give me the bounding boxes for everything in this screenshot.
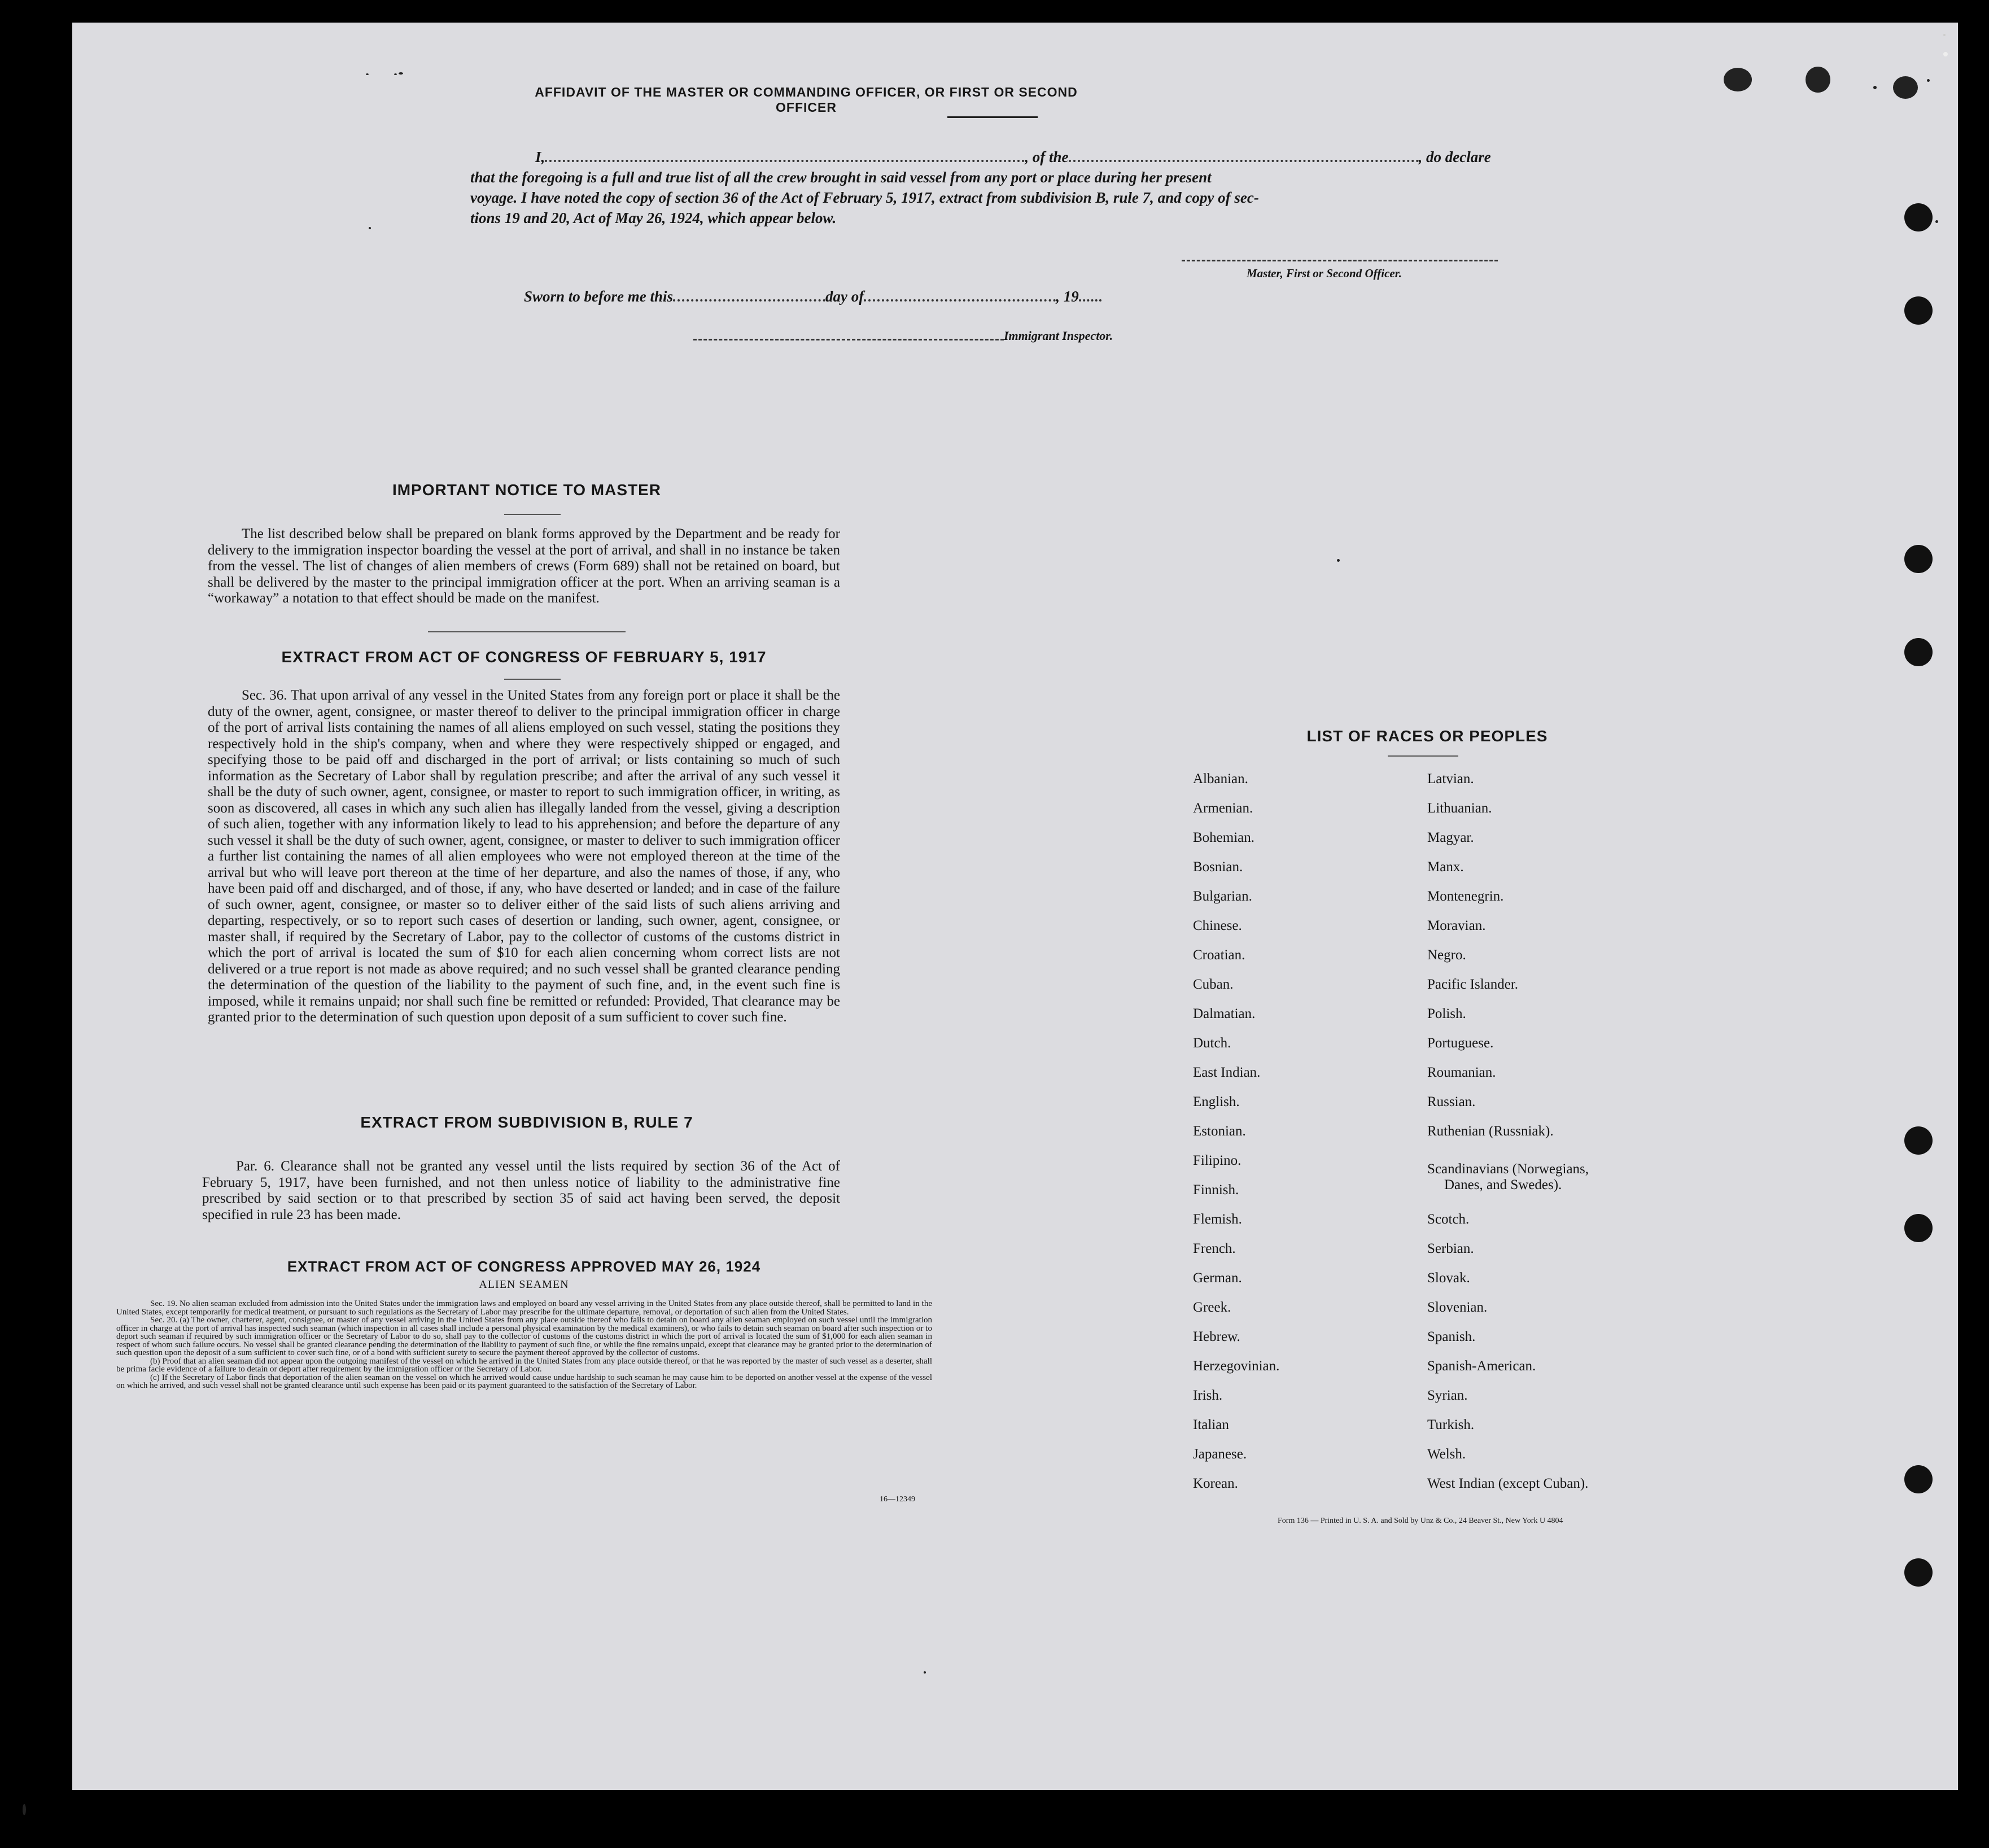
speck-icon	[1943, 34, 1946, 36]
document-page	[72, 23, 1958, 1790]
race-item: Greek.	[1193, 1300, 1231, 1315]
race-item: Slovenian.	[1427, 1300, 1488, 1315]
speck-icon	[23, 1804, 26, 1815]
sworn-label: Sworn to before me this	[524, 288, 674, 305]
speck-icon	[399, 72, 403, 75]
inspector-signature-line[interactable]	[693, 339, 1004, 342]
vessel-blank[interactable]	[1069, 150, 1419, 162]
punch-hole-icon	[1904, 203, 1933, 231]
act1924-sec19: Sec. 19. No alien seaman excluded from admission into the United States under the immigration laws and employed on board any vessel arriving in the United States from any place outside thereof, shall be permitted to land in the United States, except temporarily for medical treatment, or pursuant to such regulations as the Secretary of Labor may prescribe for the ultimate departure, removal, or deportation of such alien from the United States.	[116, 1299, 932, 1317]
race-item: Estonian.	[1193, 1124, 1246, 1139]
race-item: Dalmatian.	[1193, 1006, 1256, 1021]
race-item: Dutch.	[1193, 1036, 1231, 1051]
race-item: Pacific Islander.	[1427, 977, 1519, 992]
officer-label: Master, First or Second Officer.	[1247, 267, 1402, 280]
speck-icon	[1927, 79, 1930, 82]
race-item: Manx.	[1427, 859, 1464, 875]
act1917-title: EXTRACT FROM ACT OF CONGRESS OF FEBRUARY 5, 1917	[281, 648, 767, 666]
printer-imprint: Form 136 — Printed in U. S. A. and Sold by Unz & Co., 24 Beaver St., New York U 4804	[1278, 1517, 1563, 1525]
race-item: Polish.	[1427, 1006, 1466, 1021]
affidavit-line-3: voyage. I have noted the copy of section 36 of the Act of February 5, 1917, extract from subdivision B, rule 7, and copy of sec-	[470, 189, 1259, 206]
race-item: Hebrew.	[1193, 1329, 1240, 1344]
race-item: West Indian (except Cuban).	[1427, 1476, 1589, 1491]
punch-hole-icon	[1904, 545, 1933, 573]
race-item: Danes, and Swedes).	[1444, 1177, 1562, 1192]
notice-rule	[504, 514, 561, 515]
notice-divider	[428, 631, 626, 632]
affidavit-line-2: that the foregoing is a full and true list of all the crew brought in said vessel from any port or place during her present	[470, 169, 1212, 186]
officer-signature-line[interactable]	[1182, 260, 1498, 263]
race-item: Bohemian.	[1193, 830, 1255, 845]
speck-icon	[924, 1671, 926, 1674]
sworn-day-blank[interactable]	[673, 289, 825, 302]
act1924-sec20b: (b) Proof that an alien seaman did not appear upon the outgoing manifest of the vessel on which he arrived in the United States from any place outside thereof, or that he was reported by the master of such vessel as a deserter, shall be prima facie evidence of a failure to detain or deport after requirement by the immigration officer or the Secretary of Labor.	[116, 1356, 932, 1374]
sworn-year-blank[interactable]	[1079, 289, 1101, 302]
race-item: Portuguese.	[1427, 1036, 1494, 1051]
race-item: Chinese.	[1193, 918, 1242, 933]
race-item: Serbian.	[1427, 1241, 1474, 1256]
affidavit-declare-label: , do declare	[1418, 148, 1491, 165]
race-item: Bosnian.	[1193, 859, 1243, 875]
speck-icon	[1873, 86, 1877, 89]
notice-title: IMPORTANT NOTICE TO MASTER	[392, 481, 662, 499]
race-item: Russian.	[1427, 1094, 1476, 1109]
day-of-label: day of	[825, 288, 864, 305]
sworn-month-blank[interactable]	[864, 289, 1056, 302]
race-item: Cuban.	[1193, 977, 1234, 992]
race-item: Croatian.	[1193, 947, 1245, 963]
speck-icon	[1935, 220, 1938, 223]
punch-hole-icon	[1904, 1214, 1933, 1242]
race-item: Slovak.	[1427, 1270, 1470, 1286]
speck-icon	[369, 227, 371, 229]
race-item: English.	[1193, 1094, 1240, 1109]
act1924-subtitle: ALIEN SEAMEN	[479, 1278, 569, 1291]
affidavit-title: AFFIDAVIT OF THE MASTER OR COMMANDING OFFICER, OR FIRST OR SECOND OFFICER	[535, 85, 1078, 115]
race-item: Korean.	[1193, 1476, 1238, 1491]
printer-code: 16—12349	[880, 1495, 915, 1504]
race-item: Herzegovinian.	[1193, 1358, 1280, 1374]
race-item: Lithuanian.	[1427, 801, 1492, 816]
rule7-title: EXTRACT FROM SUBDIVISION B, RULE 7	[360, 1113, 693, 1131]
act1924-sec20a: Sec. 20. (a) The owner, charterer, agent, consignee, or master of any vessel arriving in the United States from any place outside thereof who fails to detain on board any alien seaman employed on such vessel until the immigration officer in charge at the port of arrival has inspected such seaman (which inspection in all cases shall include a personal physical examination by the medical examiners), or who fails to detain such seaman on board after such inspection or to deport such seaman if required by such immigration officer or the Secretary of Labor to do so, shall pay to the collector of customs of the customs district in which the port of arrival is located the sum of $1,000 for each alien seaman in respect of whom such failure occurs. No vessel shall be granted clearance pending the determination of the liability to payment of such fine, or while the fine remains unpaid, except that clearance may be granted prior to the determination of such question upon the deposit of a sum sufficient to cover such fine, or of a bond with sufficient surety to secure the payment thereof approved by the collector of customs.	[116, 1316, 932, 1357]
race-item: Filipino.	[1193, 1153, 1242, 1168]
affidavit-line-4: tions 19 and 20, Act of May 26, 1924, which appear below.	[470, 209, 837, 226]
race-item: Spanish.	[1427, 1329, 1476, 1344]
speck-icon	[1337, 559, 1340, 562]
races-rule	[1388, 755, 1458, 757]
act1917-body: Sec. 36. That upon arrival of any vessel in the United States from any foreign port or place it shall be the duty of the owner, agent, consignee, or master thereof to deliver to the principal immigration officer in charge of the port of arrival lists containing the names of all aliens employed on such vessel, stating the positions they respectively hold in the ship's company, when and where they were respectively shipped or engaged, and specifying those to be paid off and discharged in the port of arrival; or lists containing so much of such information as the Secretary of Labor shall by regulation prescribe; and after the arrival of any such vessel it shall be the duty of such owner, agent, consignee, or master to report to such immigration officer, in writing, as soon as discovered, all cases in which any such alien has illegally landed from the vessel, giving a description of such alien, together with any information likely to lead to his apprehension; and before the departure of any such vessel it shall be the duty of such owner, agent, consignee, or master to deliver to such immigration officer a further list containing the names of all alien employees who were not employed thereon at the time of the arrival but who will leave port thereon at the time of her departure, and also the names of those, if any, who have been paid off and discharged, and of those, if any, who have deserted or landed; and in case of the failure of such owner, agent, consignee, or master so to deliver either of the said lists of such aliens arriving and departing, respectively, or so to report such cases of desertion or landing, such owner, agent, consignee, or master shall, if required by the Secretary of Labor, pay to the collector of customs of the customs district in which the port of arrival is located the sum of $10 for each alien concerning whom correct lists are not delivered or a true report is not made as above required; and no such vessel shall be granted clearance pending the determination of the question of the liability to the payment of such fine, and, in the event such fine is imposed, while it remains unpaid; nor shall such fine be remitted or refunded: Provided, That clearance may be granted prior to the determination of such question upon deposit of a sum sufficient to cover such fine.	[208, 688, 840, 1025]
sworn-line	[524, 288, 1101, 305]
race-item: Syrian.	[1427, 1388, 1468, 1403]
race-item: Latvian.	[1427, 771, 1474, 787]
punch-hole-icon	[1904, 1465, 1933, 1493]
affidavit-declaration	[470, 147, 1599, 228]
race-item: Bulgarian.	[1193, 889, 1252, 904]
race-item: Spanish-American.	[1427, 1358, 1536, 1374]
race-item: Ruthenian (Russniak).	[1427, 1124, 1554, 1139]
name-blank[interactable]	[545, 150, 1025, 162]
race-item: German.	[1193, 1270, 1242, 1286]
race-item: French.	[1193, 1241, 1236, 1256]
race-item: Finnish.	[1193, 1182, 1239, 1198]
inspector-label: Immigrant Inspector.	[1004, 329, 1113, 343]
race-item: Irish.	[1193, 1388, 1223, 1403]
punch-hole-icon	[1904, 638, 1933, 666]
ink-blot-icon	[1724, 68, 1752, 91]
act1917-rule	[504, 679, 561, 680]
race-item: Flemish.	[1193, 1212, 1242, 1227]
race-item: Roumanian.	[1427, 1065, 1496, 1080]
notice-body: The list described below shall be prepared on blank forms approved by the Department and be ready for delivery to the immigration inspector boarding the vessel at the port of arrival, and shall in no instance be taken from the vessel. The list of changes of alien members of crews (Form 689) shall not be retained on board, but shall be delivered by the master to the principal immigration officer at the port. When an arriving seaman is a “workaway” a notation to that effect should be made on the manifest.	[208, 526, 840, 606]
ink-blot-icon	[1806, 67, 1830, 93]
ink-blot-icon	[1893, 76, 1918, 99]
race-item: Moravian.	[1427, 918, 1486, 933]
speck-icon	[1943, 52, 1948, 56]
rule7-body: Par. 6. Clearance shall not be granted any vessel until the lists required by section 36 of the Act of February 5, 1917, have been furnished, and not then unless notice of liability to the administrative fine prescribed by said section or to that prescribed by section 35 of said act having been served, the deposit specified in rule 23 has been made.	[202, 1159, 840, 1222]
race-item: Scandinavians (Norwegians,	[1427, 1161, 1589, 1177]
affidavit-i-label: I,	[535, 148, 545, 165]
race-item: Montenegrin.	[1427, 889, 1504, 904]
punch-hole-icon	[1904, 1558, 1933, 1587]
affidavit-of-label: , of the	[1025, 148, 1069, 165]
act1924-body	[116, 1300, 932, 1390]
race-item: Turkish.	[1427, 1417, 1475, 1432]
title-rule	[947, 116, 1038, 118]
race-item: Albanian.	[1193, 771, 1248, 787]
punch-hole-icon	[1904, 296, 1933, 325]
act1924-sec20c: (c) If the Secretary of Labor finds that deportation of the alien seaman on the vessel on which he arrived would cause undue hardship to such seaman he may cause him to be deported on another vessel at the expense of the vessel on which he arrived, and such vessel shall not be granted clearance until such expense has been paid or its payment guaranteed to the satisfaction of the Secretary of Labor.	[116, 1373, 932, 1390]
punch-hole-icon	[1904, 1126, 1933, 1155]
year-label: , 19	[1056, 288, 1079, 305]
race-item: Scotch.	[1427, 1212, 1470, 1227]
act1924-title: EXTRACT FROM ACT OF CONGRESS APPROVED MAY 26, 1924	[287, 1258, 761, 1275]
speck-icon	[366, 73, 369, 75]
race-item: Negro.	[1427, 947, 1466, 963]
race-item: Italian	[1193, 1417, 1229, 1432]
race-item: Welsh.	[1427, 1447, 1466, 1462]
speck-icon	[394, 73, 397, 75]
race-item: Japanese.	[1193, 1447, 1247, 1462]
races-title: LIST OF RACES OR PEOPLES	[1306, 727, 1548, 745]
race-item: Armenian.	[1193, 801, 1253, 816]
race-item: Magyar.	[1427, 830, 1474, 845]
race-item: East Indian.	[1193, 1065, 1261, 1080]
